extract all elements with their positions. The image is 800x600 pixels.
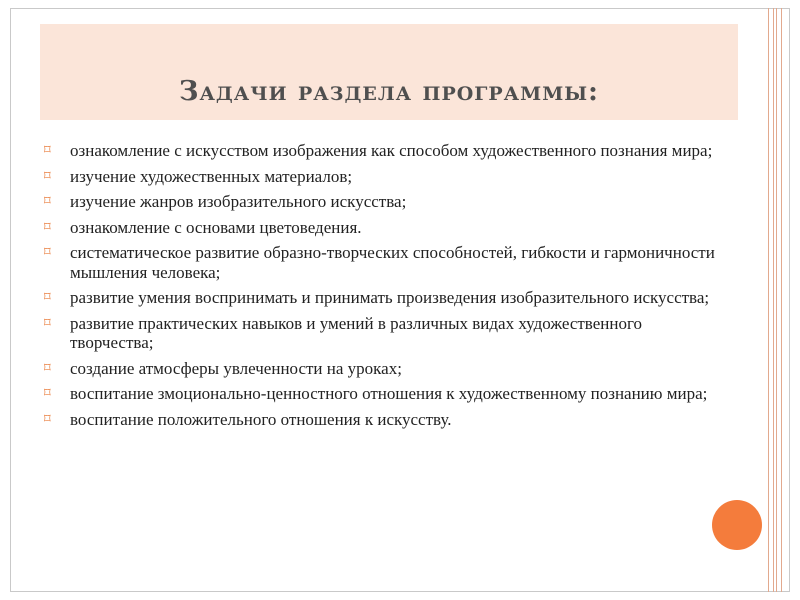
list-item [44,218,724,238]
list-item-text: воспитание змоционально-ценностного отношения к художественному познанию мира; [70,384,708,403]
list-item-text: воспитание положительного отношения к искусству. [70,409,452,429]
bullet-icon: ⌑ [44,219,51,235]
list-item-text: создание атмосферы увлеченности на уроках; [70,358,402,378]
bullet-icon: ⌑ [44,168,51,184]
bullet-icon: ⌑ [44,315,51,331]
bullet-icon: ⌑ [44,411,51,427]
list-item-text: развитие практических навыков и умений в различных видах художественного творчества; [70,313,643,352]
bullet-icon: ⌑ [44,245,51,260]
list-item [44,314,724,353]
list-item [44,384,724,404]
list-item [44,243,724,282]
list-item-text: изучение художественных материалов; [70,166,353,186]
list-item [44,410,724,430]
list-item-text: систематическое развитие образно-творческих способностей, гибкости и гармоничности мышления человека; [70,243,715,282]
list-item-text: ознакомление с основами цветоведения. [70,217,362,237]
list-item [44,192,724,212]
list-item [44,167,724,187]
list-item-text: ознакомление с искусством изображения как способом художественного познания мира; [70,141,713,160]
tasks-list [44,141,724,435]
bullet-icon: ⌑ [44,194,51,209]
decorative-side-lines [768,8,782,592]
list-item-text: изучение жанров изобразительного искусства; [70,192,407,211]
bullet-icon: ⌑ [44,290,51,305]
slide-title: Задачи раздела программы: [178,76,600,107]
list-item [44,141,724,161]
list-item-text: развитие умения воспринимать и принимать произведения изобразительного искусства; [70,288,710,307]
orange-circle-icon [712,500,762,550]
decorative-side-lines-inner [773,8,777,592]
bullet-icon: ⌑ [44,143,51,158]
list-item [44,288,724,308]
list-item [44,359,724,379]
bullet-icon: ⌑ [44,386,51,401]
bullet-icon: ⌑ [44,360,51,376]
